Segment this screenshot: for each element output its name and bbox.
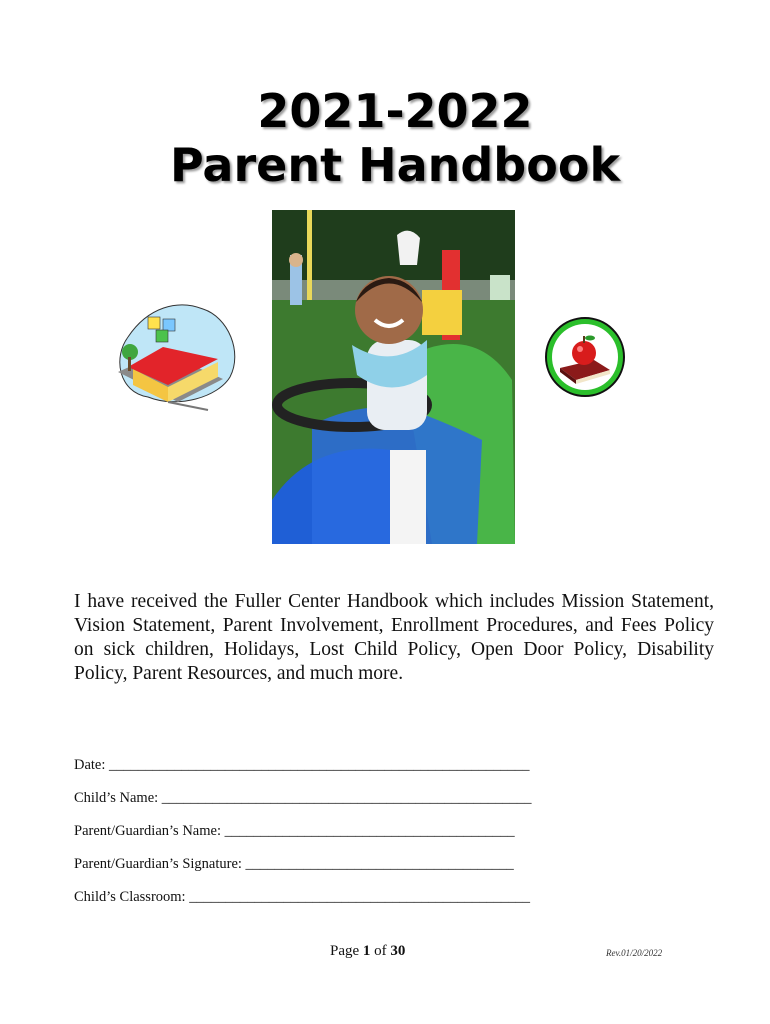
school-house-clipart [108,297,240,412]
revision-date: Rev.01/20/2022 [606,948,663,958]
guardian-name-field[interactable]: Parent/Guardian’s Name: ________________________________________ [74,823,515,839]
page-prefix: Page [330,943,363,959]
date-field[interactable]: Date: __________________________________________________________ [74,757,530,773]
child-classroom-field[interactable]: Child’s Classroom: _______________________________________________ [74,889,530,905]
title-heading: Parent Handbook [169,138,621,192]
title-year: 2021-2022 [257,84,533,138]
child-photo [272,210,515,544]
apple-book-icon [544,316,626,398]
page-current: 1 [362,943,371,959]
page-of: of [370,943,391,959]
page-number [330,943,405,960]
page-total: 30 [390,943,406,959]
acknowledgement-text: I have received the Fuller Center Handbook which includes Mission Statement, Vision Statement, Parent Involvement, Enrollment Procedures, and Fees Policy on sick children, Holidays, Lost Child Policy, Open Door Policy, Disability Policy, Parent Resources, and much more. [74,591,714,684]
child-name-field[interactable]: Child’s Name: ___________________________________________________ [74,790,532,806]
guardian-signature-field[interactable]: Parent/Guardian’s Signature: _____________________________________ [74,856,514,872]
